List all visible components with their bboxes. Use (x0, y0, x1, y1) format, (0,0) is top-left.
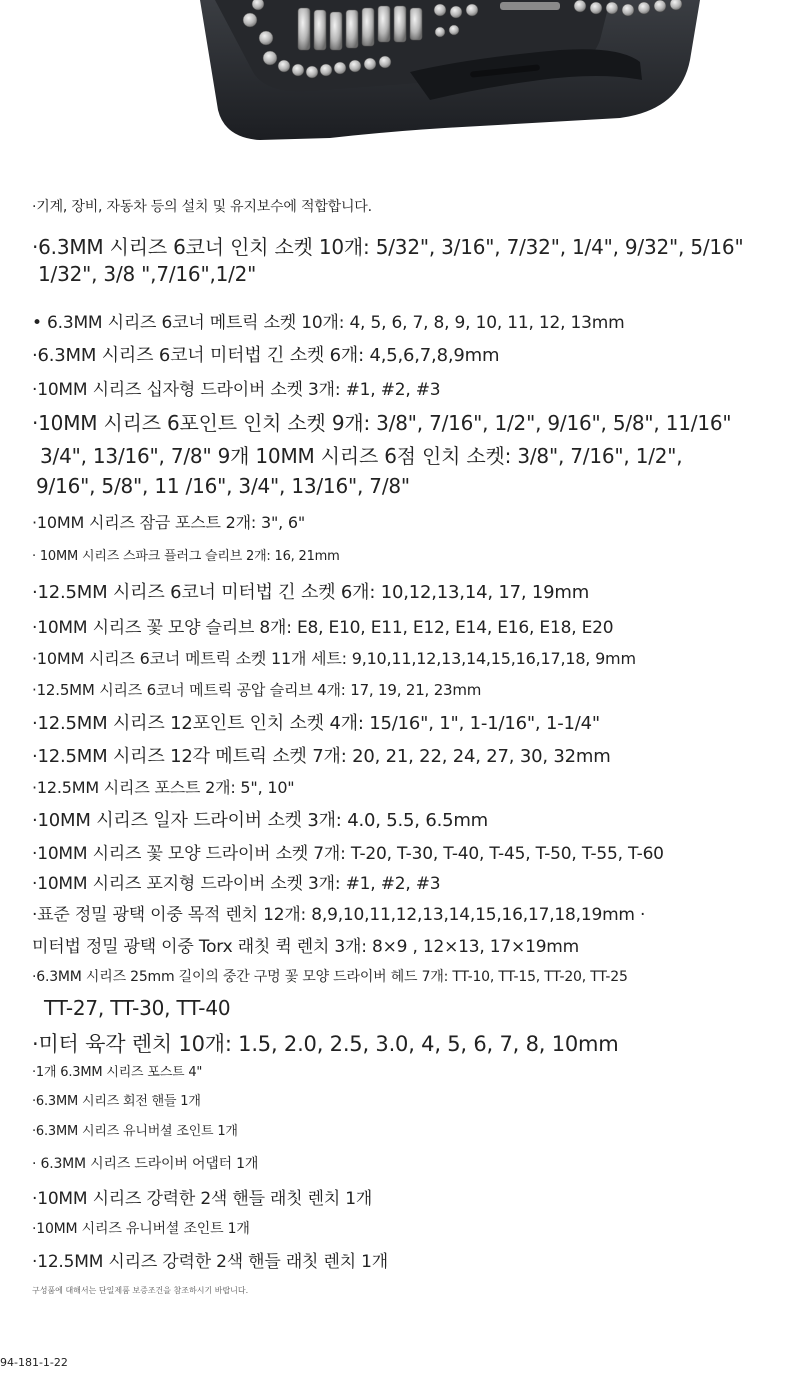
spec-line: · 6.3MM 시리즈 드라이버 어댑터 1개 (32, 1156, 259, 1172)
spec-line: · 10MM 시리즈 스파크 플러그 슬리브 2개: 16, 21mm (32, 549, 340, 564)
spec-line: ·10MM 시리즈 일자 드라이버 소켓 3개: 4.0, 5.5, 6.5mm (32, 810, 489, 831)
spec-line: ·6.3MM 시리즈 6코너 미터법 긴 소켓 6개: 4,5,6,7,8,9mm (32, 345, 500, 366)
spec-line: ·10MM 시리즈 포지형 드라이버 소켓 3개: #1, #2, #3 (32, 874, 441, 894)
spec-line: 미터법 정밀 광택 이중 Torx 래칫 퀵 렌치 3개: 8×9 , 12×13, 17×19mm (32, 937, 580, 957)
spec-line: ·10MM 시리즈 잠금 포스트 2개: 3", 6" (32, 513, 306, 532)
spec-line: ·12.5MM 시리즈 12각 메트릭 소켓 7개: 20, 21, 22, 24, 27, 30, 32mm (32, 746, 611, 767)
spec-line: ·기계, 장비, 자동차 등의 설치 및 유지보수에 적합합니다. (32, 199, 372, 215)
spec-line: ·12.5MM 시리즈 6코너 메트릭 공압 슬리브 4개: 17, 19, 21, 23mm (32, 681, 482, 699)
spec-line: ·미터 육각 렌치 10개: 1.5, 2.0, 2.5, 3.0, 4, 5, 6, 7, 8, 10mm (32, 1032, 619, 1056)
spec-line: ·1개 6.3MM 시리즈 포스트 4" (32, 1065, 203, 1080)
spec-line: ·10MM 시리즈 십자형 드라이버 소켓 3개: #1, #2, #3 (32, 380, 441, 400)
spec-line: ·6.3MM 시리즈 6코너 인치 소켓 10개: 5/32", 3/16", 7/32", 1/4", 9/32", 5/16" (32, 235, 744, 259)
spec-line: ·10MM 시리즈 꽃 모양 드라이버 소켓 7개: T-20, T-30, T-40, T-45, T-50, T-55, T-60 (32, 844, 664, 864)
spec-line: ·12.5MM 시리즈 12포인트 인치 소켓 4개: 15/16", 1", 1-1/16", 1-1/4" (32, 713, 600, 734)
component-note: 구성품에 대해서는 단일제품 보증조건을 참조하시기 바랍니다. (32, 1286, 249, 1295)
spec-line: ·10MM 시리즈 강력한 2색 핸들 래칫 렌치 1개 (32, 1189, 373, 1209)
spec-line-continued: 3/4", 13/16", 7/8" 9개 10MM 시리즈 6점 인치 소켓: 3/8", 7/16", 1/2", (40, 444, 683, 468)
spec-line: • 6.3MM 시리즈 6코너 메트릭 소켓 10개: 4, 5, 6, 7, 8, 9, 10, 11, 12, 13mm (32, 313, 625, 333)
spec-line-continued: TT-27, TT-30, TT-40 (44, 996, 231, 1020)
product-photo (0, 0, 790, 170)
spec-line: ·12.5MM 시리즈 강력한 2색 핸들 래칫 렌치 1개 (32, 1252, 388, 1272)
product-code: 94-181-1-22 (0, 1356, 68, 1369)
spec-line-continued: 9/16", 5/8", 11 /16", 3/4", 13/16", 7/8" (36, 474, 410, 498)
spec-line: ·6.3MM 시리즈 회전 핸들 1개 (32, 1094, 201, 1109)
spec-line: ·표준 정밀 광택 이중 목적 렌치 12개: 8,9,10,11,12,13,14,15,16,17,18,19mm · (32, 905, 646, 925)
spec-line: ·6.3MM 시리즈 유니버셜 조인트 1개 (32, 1124, 238, 1139)
spec-line: ·10MM 시리즈 6포인트 인치 소켓 9개: 3/8", 7/16", 1/2", 9/16", 5/8", 11/16" (32, 411, 732, 435)
spec-line: ·12.5MM 시리즈 6코너 미터법 긴 소켓 6개: 10,12,13,14, 17, 19mm (32, 582, 590, 603)
spec-line-continued: 1/32", 3/8 ",7/16",1/2" (38, 262, 257, 286)
spec-line: ·10MM 시리즈 6코너 메트릭 소켓 11개 세트: 9,10,11,12,13,14,15,16,17,18, 9mm (32, 649, 636, 668)
spec-line: ·12.5MM 시리즈 포스트 2개: 5", 10" (32, 778, 295, 797)
tool-case-image (0, 0, 790, 170)
spec-line: ·6.3MM 시리즈 25mm 길이의 중간 구멍 꽃 모양 드라이버 헤드 7개: TT-10, TT-15, TT-20, TT-25 (32, 969, 628, 985)
spec-line: ·10MM 시리즈 꽃 모양 슬리브 8개: E8, E10, E11, E12, E14, E16, E18, E20 (32, 618, 614, 638)
spec-line: ·10MM 시리즈 유니버셜 조인트 1개 (32, 1221, 250, 1237)
